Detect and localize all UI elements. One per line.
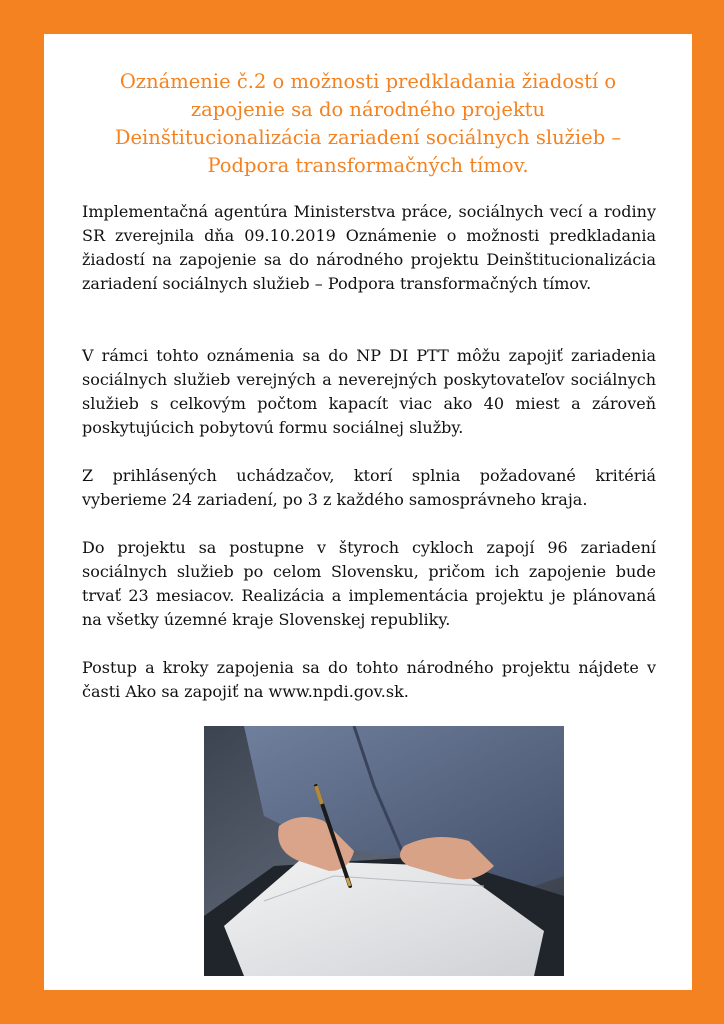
- document-page: [44, 34, 692, 990]
- paragraph-instructions: Postup a kroky zapojenia sa do tohto národného projektu nájdete v časti Ako sa zapojiť na www.npdi.gov.sk.: [82, 658, 656, 701]
- document-title: Oznámenie č.2 o možnosti predkladania žiadostí o zapojenie sa do národného projektu Deinštitucionalizácia zariadení sociálnych služieb – Podpora transformačných tímov.: [114, 70, 622, 177]
- photo-illustration: [204, 726, 564, 976]
- paragraph-selection: Z prihlásených uchádzačov, ktorí splnia požadované kritériá vyberieme 24 zariadení, po 3 z každého samosprávneho kraja.: [82, 466, 656, 509]
- paragraph-cycles: Do projektu sa postupne v štyroch cykloch zapojí 96 zariadení sociálnych služieb po celom Slovensku, pričom ich zapojenie bude trvať 23 mesiacov. Realizácia a implementácia projektu je plánovaná na všetky územné kraje Slovenskej republiky.: [82, 538, 656, 629]
- paragraph-announcement: Implementačná agentúra Ministerstva práce, sociálnych vecí a rodiny SR zverejnila dňa 09.10.2019 Oznámenie o možnosti predkladania žiadostí na zapojenie sa do národného projektu Deinštitucionalizácia zariadení sociálnych služieb – Podpora transformačných tímov.: [82, 202, 656, 293]
- paragraph-eligibility: V rámci tohto oznámenia sa do NP DI PTT môžu zapojiť zariadenia sociálnych služieb verejných a neverejných poskytovateľov sociálnych služieb s celkovým počtom kapacít viac ako 40 miest a zároveň poskytujúcich pobytovú formu sociálnej služby.: [82, 346, 656, 437]
- photo-signing-document: [204, 726, 564, 976]
